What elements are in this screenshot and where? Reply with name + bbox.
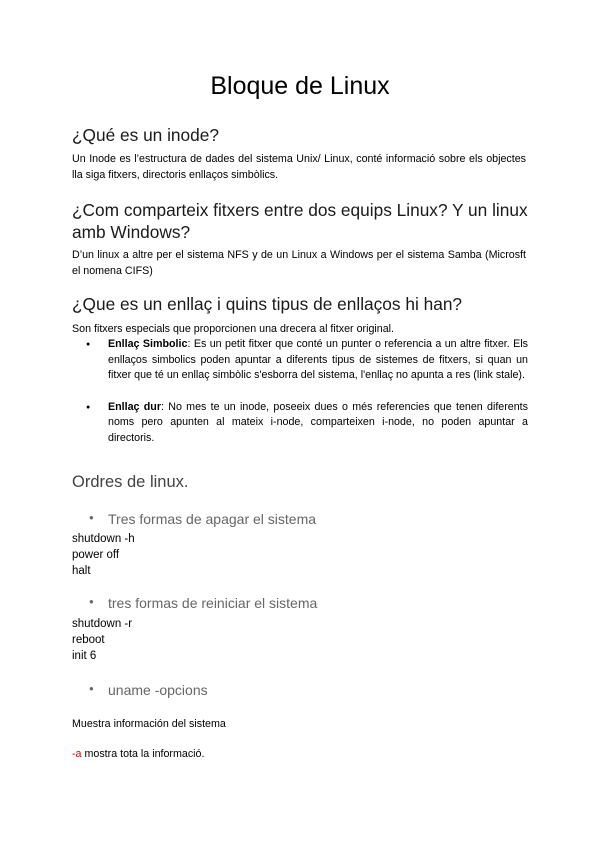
section-heading-links: ¿Que es un enllaç i quins tipus de enllaços hi han? [72,294,463,314]
command-item: init 6 [72,650,97,662]
desc-symbolic-link: : Es un petit fitxer que conté un punter o referencia a un altre fitxer. Els enllaços simbolics poden apuntar a diferents tipus de sistemes de fitxers, si quan un fitxer que té un enllaç simbòlic s'esborra del sistema, l'enllaç no apunta a res (link stale). [108,338,529,381]
desc-hard-link: : No mes te un inode, poseeix dues o més referencies que tenen diferents noms pero apunten al mateix i-node, comparteixen i-node, no poden apuntar a directoris. [108,400,528,444]
section-text-inode: Un Inode es l’estructura de dades del sistema Unix/ Linux, conté informació sobre els objectes lla siga fitxers, directoris enllaços simbòlics. [72,153,526,181]
command-item: shutdown -r [72,618,133,630]
orders-heading: Ordres de linux. [72,473,189,491]
uname-option-line [72,747,526,763]
document-title: Bloque de Linux [210,72,390,100]
section-heading-share-files: ¿Com comparteix fitxers entre dos equips Linux? Y un linux amb Windows? [72,200,528,242]
uname-group-label: ● uname -opcions [72,682,208,698]
shutdown-group-label: ● Tres formas de apagar el sistema [72,511,316,527]
link-types-list [72,337,528,446]
command-item: shutdown -h [72,533,135,545]
option-flag: -a [72,748,82,760]
reboot-group-label: ● tres formas de reiniciar el sistema [72,595,317,611]
term-symbolic-link: Enllaç Simbolic [108,338,188,350]
command-item: halt [72,565,91,577]
uname-description: Muestra información del sistema [72,718,226,730]
option-description: mostra tota la informació. [81,748,205,760]
list-item-hard-link [72,400,528,447]
command-item: reboot [72,634,105,646]
section-text-links: Son fitxers especials que proporcionen una drecera al fitxer original. [72,323,394,335]
term-hard-link: Enllaç dur [108,400,161,413]
section-text-share-files: D’un linux a altre per el sistema NFS y de un Linux a Windows per el sistema Samba (Microsft el nomena CIFS) [72,249,526,277]
shutdown-commands [72,531,135,579]
command-item: power off [72,549,120,561]
reboot-commands [72,616,132,664]
list-item-symbolic-link [72,337,528,384]
section-heading-inode: ¿Qué es un inode? [72,125,219,145]
